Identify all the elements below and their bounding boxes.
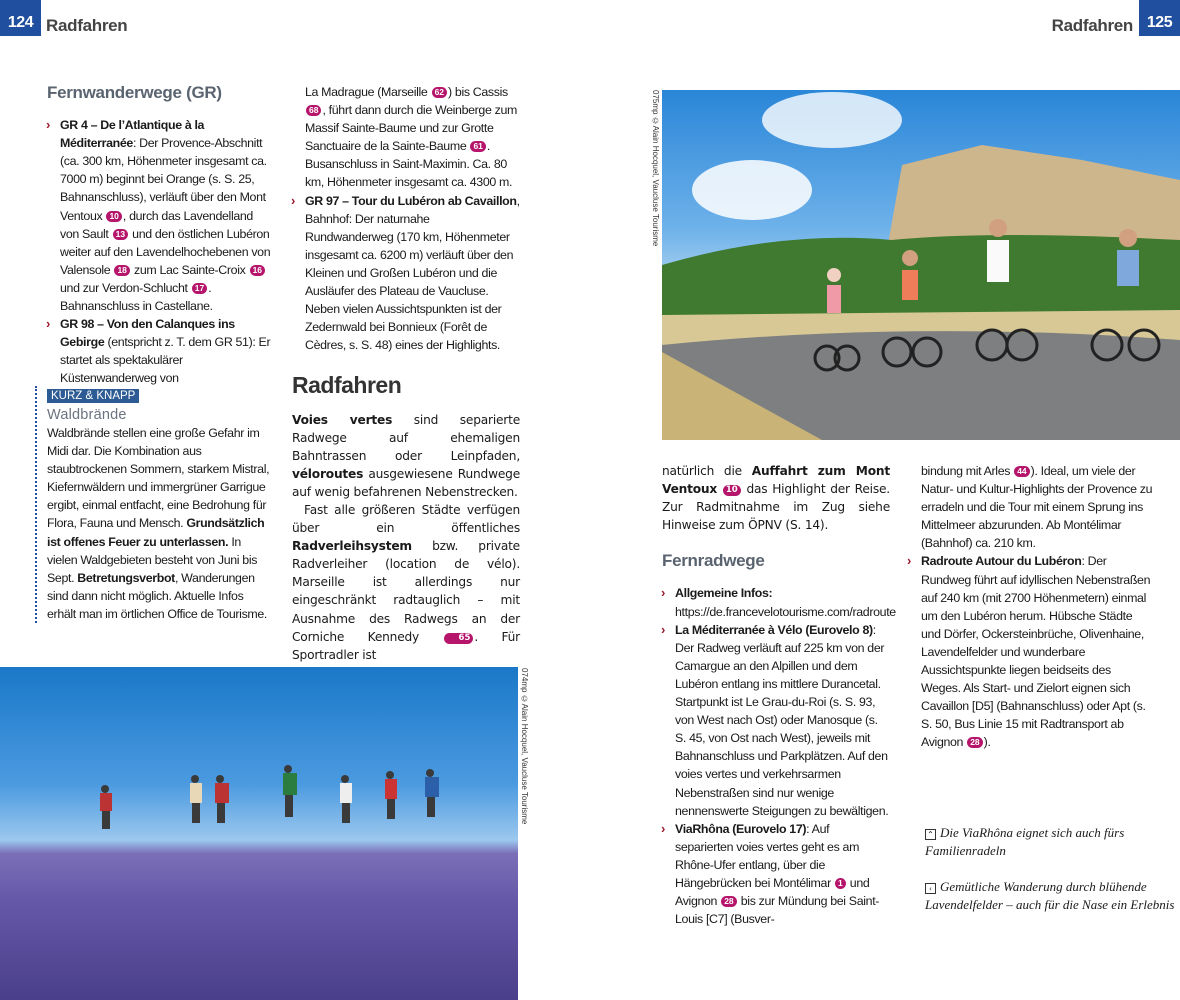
text: , durch das Lavendelland von Sault <box>60 208 253 241</box>
text <box>717 482 722 496</box>
right-column-1 <box>661 462 896 928</box>
arrow-left-icon: ‹ <box>925 883 936 894</box>
bullet-item <box>292 192 520 355</box>
text: ). Ideal, um viele der Natur- und Kultur-Highlights der Provence zu erradeln und die Tour mit einem Sprung ins Mittelmeer abzurunden. Ab Montélimar (Bahnhof) ca. 210 km. <box>921 464 1153 551</box>
chevron-right-icon: › <box>907 553 911 569</box>
chevron-right-icon: › <box>291 192 295 208</box>
text: das Highlight der Reise. Zur Radmitnahme im Zug siehe Hinweise zum ÖPNV (S. 14). <box>662 482 890 533</box>
map-marker-badge: 62 <box>432 87 447 98</box>
map-marker-badge: 10 <box>723 485 741 496</box>
map-marker-badge: 65 <box>444 633 474 644</box>
bold-text: GR 98 – Von den Calanques ins Gebirge <box>60 317 235 350</box>
map-marker-badge: 1 <box>835 878 846 889</box>
middle-column <box>292 83 520 664</box>
text: : Der Rundweg führt auf idyllischen Nebenstraßen auf 240 km (mit 2700 Höhenmetern) einmal um den Lubéron herum. Hübsche Städte und Dörfer, Ockersteinbrüche, Olivenhaine, Lavendelfelder und wunderbare Aussichtspunkte liegen beidseits des Weges. Als Start- und Zielort eignen sich Cavaillon [D5] (Bahnanschluss) oder Apt (s. S. 50, Bus Linie 15 mit Radtransport ab Avignon <box>921 554 1151 750</box>
text: Fast alle größeren Städte verfügen über ein öffentliches <box>292 502 520 536</box>
text: bzw. private Radverleiher (location de vélo). Marseille ist allerdings nur eingeschränkt radtauglich – mit Ausnahme des Radwegs an der Corniche Kennedy <box>292 539 520 644</box>
bullet-item <box>908 552 1153 751</box>
section-heading-fernwanderwege: Fernwanderwege (GR) <box>47 83 222 102</box>
right-page-number: 125 <box>1139 0 1180 36</box>
text: : Auf separierten voies vertes geht es am Rhône-Ufer entlang, über die Hängebrücken bei Montélimar <box>675 821 860 890</box>
bold-text: GR 97 – Tour du Lubéron ab Cavaillon <box>305 193 517 208</box>
cyclists-illustration <box>662 90 1180 440</box>
caption-text: Gemütliche Wanderung durch blühende Lavendelfelder – auch für die Nase ein Erlebnis <box>925 879 1175 912</box>
bold-text: Voies vertes <box>292 412 393 427</box>
left-running-title: Radfahren <box>46 16 128 35</box>
bold-text: Grundsätzlich ist offenes Feuer zu unterlassen. <box>47 516 265 549</box>
bullet-item <box>47 116 273 315</box>
kurz-knapp-box <box>35 386 270 623</box>
chevron-right-icon: › <box>46 316 50 332</box>
map-marker-badge: 17 <box>192 283 207 294</box>
bullet-item <box>662 621 890 820</box>
text: https://de.francevelotourisme.com/radroute <box>675 604 896 619</box>
photo-credit-cyclists: 075mp ©Alain Hocquel, Vaucluse Tourisme <box>651 90 660 247</box>
text: , Wanderungen sind dann nicht möglich. Aktuelle Infos erhält man im örtlichen Office de Tourisme. <box>47 570 268 621</box>
map-marker-badge: 18 <box>114 265 129 276</box>
map-marker-badge: 13 <box>113 229 128 240</box>
text: ). <box>983 735 991 750</box>
text: In vielen Waldgebieten besteht von Juni bis Sept. <box>47 534 258 585</box>
section-heading-fernradwege: Fernradwege <box>662 551 765 571</box>
map-marker-badge: 16 <box>250 265 265 276</box>
bullet-item <box>662 820 890 929</box>
caption-cyclists <box>925 824 1175 860</box>
bullet-item <box>47 315 273 387</box>
text: und Avignon <box>675 875 870 909</box>
box-title: Waldbrände <box>47 407 127 423</box>
text: : Der Provence-Abschnitt (ca. 300 km, Höhenmeter insgesamt ca. 7000 m) beginnt bei Orange (s. S. 25, Bahnanschluss), verläuft über den Mont Ventoux <box>60 136 267 223</box>
bullet-list <box>908 552 1153 751</box>
text: Waldbrände stellen eine große Gefahr im Midi dar. Die Kombination aus staubtrockenen Sommern, starkem Mistral, Kiefernwäldern und immergrüner Garrigue ergibt, einmal entfacht, eine Bedrohung für Flora, Fauna und Mensch. <box>47 426 270 531</box>
text: (entspricht z. T. dem GR 51): Er startet als spektakulärer Küstenwanderweg von <box>60 335 271 386</box>
bold-text: La Méditerranée à Vélo (Eurovelo 8) <box>675 622 873 637</box>
map-marker-badge: 28 <box>967 737 982 748</box>
text: und zur Verdon-Schlucht <box>60 280 191 295</box>
chevron-right-icon: › <box>661 621 665 637</box>
caption-text: Die ViaRhôna eignet sich auch fürs Familienradeln <box>925 825 1125 858</box>
photo-hikers-lavender <box>0 667 518 1000</box>
bullet-item <box>661 584 896 620</box>
paragraph <box>292 411 520 501</box>
photo-cyclists <box>662 90 1180 440</box>
bold-text: GR 4 – De l’Atlantique à la Méditerranée <box>60 118 205 151</box>
right-running-title: Radfahren <box>1051 16 1133 35</box>
map-marker-badge: 28 <box>721 896 736 907</box>
section-title-radfahren: Radfahren <box>292 372 402 399</box>
paragraph <box>662 462 890 534</box>
caption-hikers <box>925 878 1175 914</box>
bold-text: Radroute Autour du Lubéron <box>921 554 1082 569</box>
text: und den östlichen Lubéron weiter auf den Lavendelhochebenen von Valensole <box>60 226 271 277</box>
bullet-list <box>47 116 273 387</box>
left-column <box>47 84 273 388</box>
bold-text: ViaRhôna (Eurovelo 17) <box>675 821 807 836</box>
text: . Busanschluss in Saint-Maximin. Ca. 80 km, Höhenmeter insgesamt ca. 4300 m. <box>305 139 513 190</box>
text: bindung mit Arles <box>921 464 1014 478</box>
bold-text: Auffahrt zum Mont Ventoux <box>662 464 890 497</box>
text: , führt dann durch die Weinberge zum Massif Sainte-Baume und zur Grotte Sanctuaire de la Sainte-Baume <box>305 103 517 154</box>
text: : Der Radweg verläuft auf 225 km von der Camargue an den Alpillen und dem Lubéron entlang ins mittlere Durancetal. Startpunkt ist Le Grau-du-Roi (s. S. 93, von West nach Ost) oder Manosque (s. S. 45, von Ost nach West), jeweils mit Bahnanschluss und Parkplätzen. Auf den voies vertes und verkehrsarmen Nebenstraßen sind nur wenige nennenswerte Steigungen zu bewältigen. <box>675 622 889 818</box>
continuation-text <box>921 462 1153 552</box>
box-body <box>47 424 271 623</box>
chevron-right-icon: › <box>661 585 665 601</box>
chevron-right-icon: › <box>661 820 665 836</box>
bullet-list <box>661 584 896 928</box>
left-page-number: 124 <box>0 0 41 36</box>
bold-text: Radverleihsystem <box>292 539 412 554</box>
right-column-2 <box>907 462 1153 752</box>
text: . Bahnanschluss in Castellane. <box>60 280 213 314</box>
continuation-text <box>305 85 517 189</box>
map-marker-badge: 68 <box>306 105 321 116</box>
photo-credit-hikers: 074mp ©Alain Hocquel, Vaucluse Tourisme <box>520 668 529 825</box>
map-marker-badge: 10 <box>106 211 121 222</box>
bold-text: Allgemeine Infos: <box>675 586 773 601</box>
kurz-knapp-label: KURZ & KNAPP <box>47 389 139 403</box>
text: La Madrague (Marseille <box>305 85 431 99</box>
text: natürlich die <box>662 464 752 478</box>
arrow-up-icon: ⌃ <box>925 829 936 840</box>
hikers-illustration <box>0 667 518 1000</box>
chevron-right-icon: › <box>46 117 50 133</box>
map-marker-badge: 61 <box>470 141 485 152</box>
text: bis zur Mündung bei Saint-Louis [C7] (Busver- <box>675 894 880 927</box>
bullet-list <box>292 192 520 355</box>
paragraph <box>292 501 520 664</box>
bullet-continuation <box>292 83 520 192</box>
text: , Bahnhof: Der naturnahe Rundwanderweg (170 km, Höhenmeter insgesamt ca. 6200 m) verläuft über den Kleinen und Großen Lubéron und die Ausläufer des Plateau de Vaucluse. Neben vielen Aussichtspunkten ist der Zedernwald bei Bonnieux (Forêt de Cèdres, s. S. 48) eines der Highlights. <box>305 193 520 353</box>
text: sind separierte Radwege auf ehemaligen Bahntrassen oder Leinpfaden, <box>292 412 520 463</box>
bold-text: véloroutes <box>292 466 364 481</box>
text: ausgewiesene Rundwege auf wenig befahrenen Nebenstrecken. <box>292 466 520 499</box>
text: zum Lac Sainte-Croix <box>130 262 249 277</box>
map-marker-badge: 44 <box>1014 466 1029 477</box>
bold-text: Betretungsverbot <box>77 570 175 585</box>
hiker <box>100 785 112 829</box>
text: ) bis Cassis <box>448 85 508 99</box>
text: . Für Sportradler ist <box>292 629 520 662</box>
